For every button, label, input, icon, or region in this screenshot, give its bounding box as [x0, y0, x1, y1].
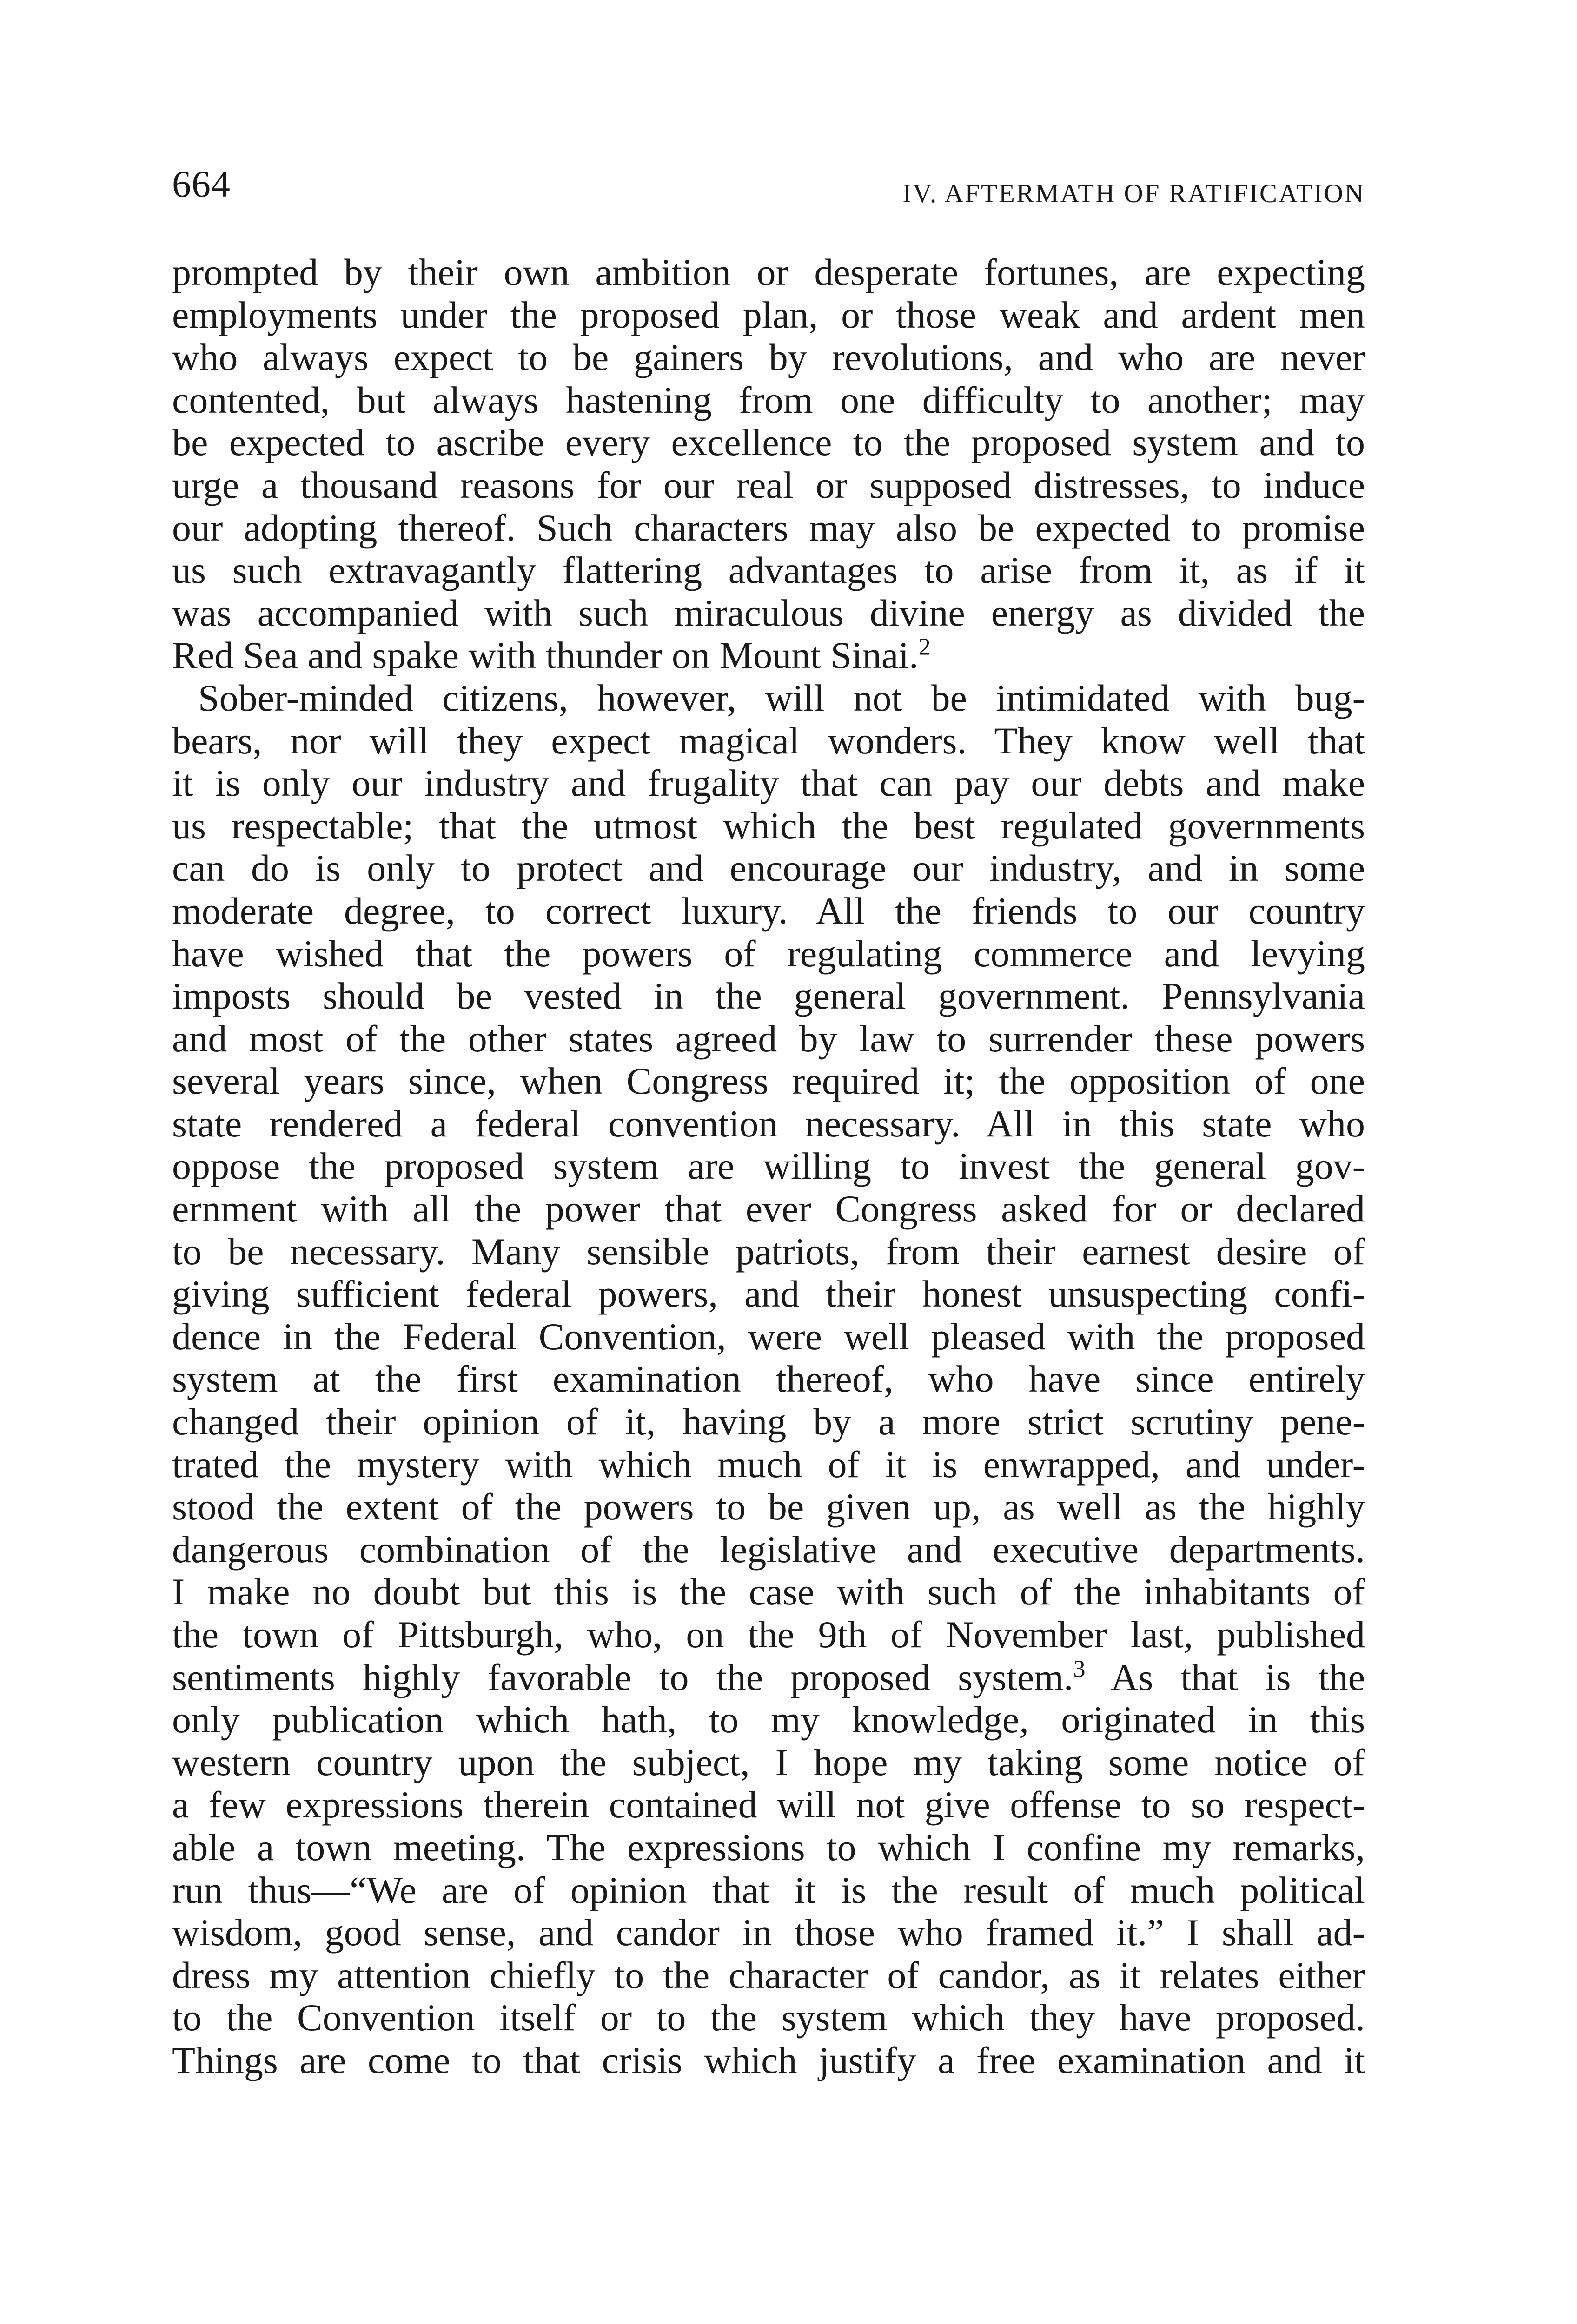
text-line: who always expect to be gainers by revolutions, and who are never — [172, 336, 1365, 379]
text-line: run thus—“We are of opinion that it is the result of much political — [172, 1868, 1365, 1911]
text-line: have wished that the powers of regulating commerce and levying — [172, 932, 1365, 975]
text-line: dangerous combination of the legislative and executive departments. — [172, 1528, 1365, 1571]
text-line: western country upon the subject, I hope my taking some notice of — [172, 1741, 1365, 1783]
text-line: Things are come to that crisis which justify a free examination and it — [172, 2039, 1365, 2081]
text-line — [172, 634, 1365, 677]
text-line — [172, 1656, 1365, 1699]
text-line: Sober-minded citizens, however, will not be intimidated with bug- — [198, 676, 1365, 719]
footnote-ref: 3 — [1073, 1656, 1086, 1683]
text-line: our adopting thereof. Such characters may also be expected to promise — [172, 506, 1365, 549]
body-text — [172, 251, 1365, 2082]
text-line: dress my attention chiefly to the character of candor, as it relates either — [172, 1954, 1365, 1996]
text-line: can do is only to protect and encourage our industry, and in some — [172, 847, 1365, 890]
text-fragment: Red Sea and spake with thunder on Mount Sinai. — [172, 634, 919, 677]
text-line: only publication which hath, to my knowledge, originated in this — [172, 1698, 1365, 1741]
text-line: imposts should be vested in the general government. Pennsylvania — [172, 975, 1365, 1017]
footnote-ref: 2 — [918, 634, 931, 661]
text-line: state rendered a federal convention necessary. All in this state who — [172, 1102, 1365, 1145]
text-fragment: sentiments highly favorable to the proposed system. — [172, 1656, 1073, 1698]
text-line: system at the first examination thereof, who have since entirely — [172, 1358, 1365, 1400]
text-line: a few expressions therein contained will not give offense to so respect- — [172, 1783, 1365, 1826]
text-line: us such extravagantly flattering advantages to arise from it, as if it — [172, 549, 1365, 592]
text-line: urge a thousand reasons for our real or supposed distresses, to induce — [172, 463, 1365, 506]
text-line: employments under the proposed plan, or those weak and ardent men — [172, 293, 1365, 336]
text-line: and most of the other states agreed by law to surrender these powers — [172, 1017, 1365, 1060]
text-line: contented, but always hastening from one difficulty to another; may — [172, 378, 1365, 421]
text-line: bears, nor will they expect magical wonders. They know well that — [172, 719, 1365, 762]
text-line: I make no doubt but this is the case with such of the inhabitants of — [172, 1571, 1365, 1613]
text-line: to the Convention itself or to the system which they have proposed. — [172, 1996, 1365, 2039]
text-line: it is only our industry and frugality that can pay our debts and make — [172, 762, 1365, 805]
text-line: oppose the proposed system are willing to invest the general gov- — [172, 1145, 1365, 1188]
page-number: 664 — [172, 163, 231, 205]
text-line: us respectable; that the utmost which the best regulated governments — [172, 804, 1365, 847]
text-line: be expected to ascribe every excellence to the proposed system and to — [172, 421, 1365, 464]
text-line: able a town meeting. The expressions to which I confine my remarks, — [172, 1826, 1365, 1868]
text-line: stood the extent of the powers to be given up, as well as the highly — [172, 1486, 1365, 1528]
running-head: IV. AFTERMATH OF RATIFICATION — [902, 179, 1365, 208]
text-line: was accompanied with such miraculous divine energy as divided the — [172, 591, 1365, 634]
text-line: to be necessary. Many sensible patriots, from their earnest desire of — [172, 1230, 1365, 1273]
text-line: trated the mystery with which much of it is enwrapped, and under- — [172, 1443, 1365, 1486]
text-line: wisdom, good sense, and candor in those who framed it.” I shall ad- — [172, 1911, 1365, 1954]
text-line: the town of Pittsburgh, who, on the 9th of November last, published — [172, 1613, 1365, 1656]
text-line: moderate degree, to correct luxury. All the friends to our country — [172, 889, 1365, 932]
text-line: dence in the Federal Convention, were well pleased with the proposed — [172, 1315, 1365, 1358]
text-line: giving sufficient federal powers, and their honest unsuspecting confi- — [172, 1273, 1365, 1315]
text-line: prompted by their own ambition or desperate fortunes, are expecting — [172, 251, 1365, 293]
paragraph-2 — [172, 677, 1365, 2082]
text-fragment: As that is the — [1085, 1656, 1365, 1698]
text-line: several years since, when Congress required it; the opposition of one — [172, 1060, 1365, 1103]
text-line: changed their opinion of it, having by a more strict scrutiny pene- — [172, 1400, 1365, 1443]
paragraph-1 — [172, 251, 1365, 677]
text-line: ernment with all the power that ever Congress asked for or declared — [172, 1188, 1365, 1230]
